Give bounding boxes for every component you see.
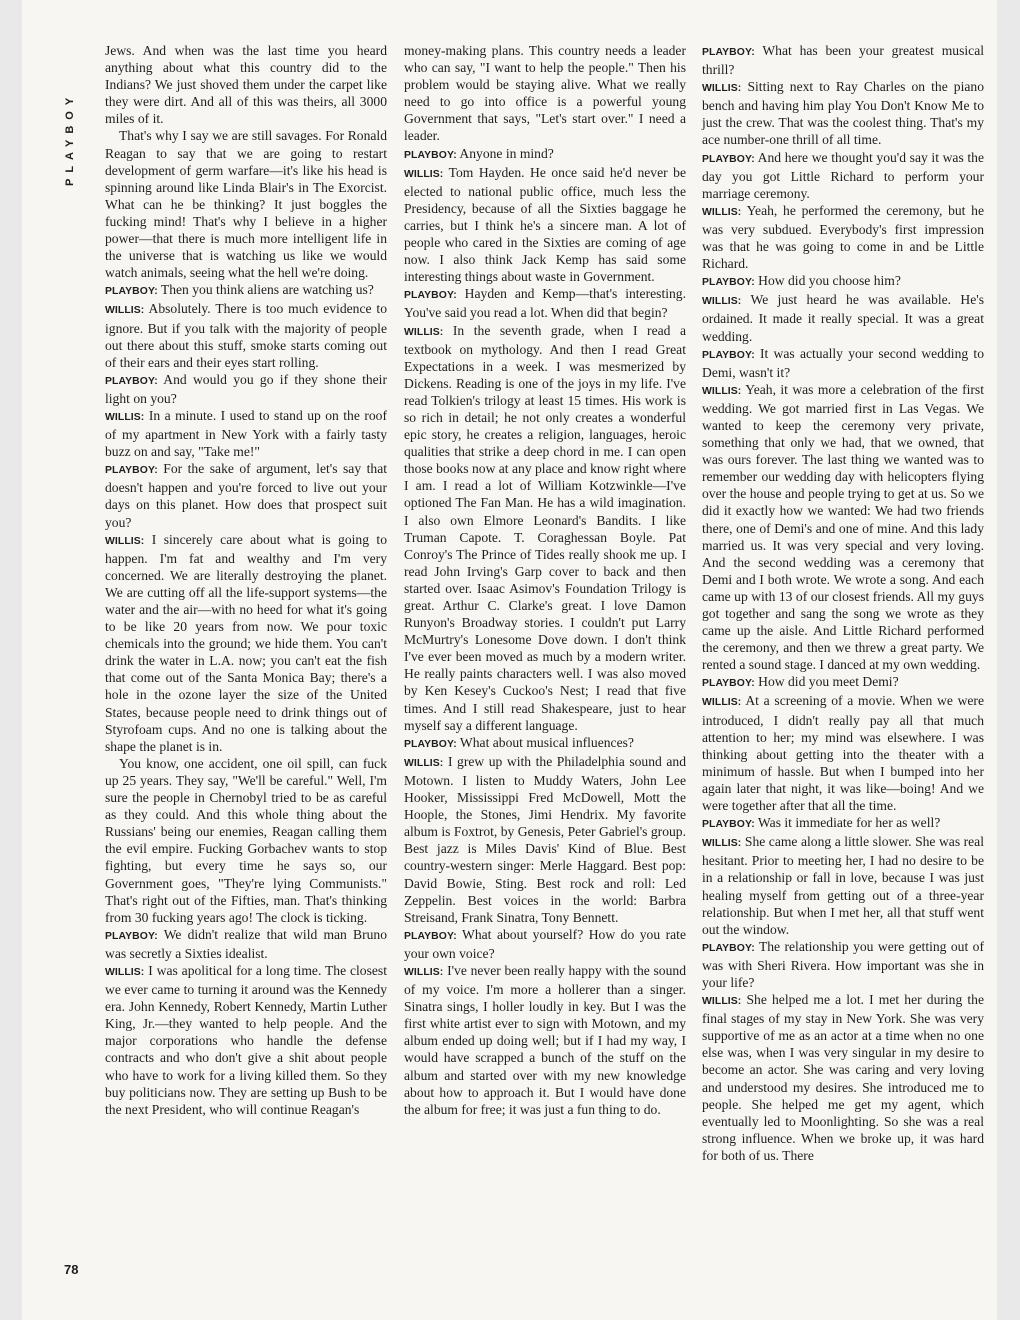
interview-paragraph: [702, 938, 984, 991]
paragraph-text: For the sake of argument, let's say that doesn't happen and you're forced to live out your days on this planet. How does that prospect suit you?: [105, 461, 387, 530]
interview-paragraph: [404, 753, 686, 926]
speaker-label: PLAYBOY:: [702, 819, 755, 831]
paragraph-text: At a screening of a movie. When we were introduced, I didn't really pay all that much attention to her; my mind was elsewhere. I was thinking about getting into the theater with a minimum of hassle. But when I bumped into her again later that night, it was like—boing! And we were together after that all the time.: [702, 693, 984, 814]
paragraph-text: We just heard he was available. He's ordained. It made it really special. It was a great wedding.: [702, 292, 984, 344]
speaker-label: PLAYBOY:: [404, 290, 457, 302]
speaker-label: PLAYBOY:: [404, 149, 457, 161]
brand-text: PLAYBOY: [64, 91, 76, 186]
interview-paragraph: [702, 381, 984, 674]
speaker-label: PLAYBOY:: [105, 465, 158, 477]
speaker-label: PLAYBOY:: [702, 942, 755, 954]
speaker-label: WILLIS:: [105, 966, 145, 978]
paragraph-text: What about yourself? How do you rate your own voice?: [404, 926, 686, 961]
body-paragraph: [105, 127, 387, 281]
paragraph-text: I was apolitical for a long time. The closest we ever came to turning it around was the Kennedy era. John Kennedy, Robert Kennedy, Martin Luther King, Jr.—they wanted to help people. And the major corporations who handle the defense contracts and who don't give a shit about people who have to work for a living killed them. So they buy politicians now. They are setting up Bush to be the next President, who will continue Reagan's: [105, 962, 387, 1117]
paragraph-text: Tom Hayden. He once said he'd never be elected to national public office, much less the Presidency, because of all the Sixties baggage he carries, but I think he's a sincere man. A lot of people who cared in the Sixties are coming of age now. I also think Jack Kemp has said some interesting things about waste in Government.: [404, 164, 686, 285]
speaker-label: PLAYBOY:: [404, 930, 457, 942]
speaker-label: WILLIS:: [105, 411, 145, 423]
speaker-label: PLAYBOY:: [702, 277, 755, 289]
paragraph-text: Yeah, he performed the ceremony, but he was very subdued. Everybody's first impression was that he was going to come in and be Little Richard.: [702, 202, 984, 272]
interview-paragraph: [105, 531, 387, 755]
body-paragraph: [404, 42, 686, 145]
interview-paragraph: [702, 833, 984, 938]
interview-paragraph: [105, 371, 387, 407]
speaker-label: WILLIS:: [702, 697, 742, 709]
paragraph-text: In a minute. I used to stand up on the roof of my apartment in New York with a fairly tasty buzz on and say, "Take me!": [105, 407, 387, 460]
paragraph-text: The relationship you were getting out of was with Sheri Rivera. How important was she in your life?: [702, 938, 984, 990]
speaker-label: PLAYBOY:: [404, 738, 457, 750]
speaker-label: WILLIS:: [702, 296, 742, 308]
interview-paragraph: [105, 300, 387, 370]
paragraph-text: Sitting next to Ray Charles on the piano bench and having him play You Don't Know Me to just the crew. That was the coolest thing. That's my ace number-one thrill of all time.: [702, 79, 984, 148]
interview-paragraph: [105, 926, 387, 962]
interview-paragraph: [702, 692, 984, 814]
paragraph-text: How did you meet Demi?: [758, 674, 899, 690]
paragraph-text: money-making plans. This country needs a leader who can say, "I want to help the people." Then his problem would be staying alive. What we really need to go into office is a powerful young Government that says, "Let's start over." I need a leader.: [404, 43, 686, 144]
paragraph-text: That's why I say we are still savages. For Ronald Reagan to say that we are going to restart development of germ warfare—it's like his head is spinning around like Linda Blair's in The Exorcist. What can he be thinking? It just boggles the fucking mind! That's why I believe in a higher power—that there is much more intelligent life in the universe that is watching us like we would watch animals, seeing what the hell we're doing.: [105, 128, 387, 281]
speaker-label: PLAYBOY:: [702, 678, 755, 690]
interview-paragraph: [702, 673, 984, 692]
interview-paragraph: [404, 145, 686, 164]
paragraph-text: What about musical influences?: [459, 734, 634, 750]
speaker-label: PLAYBOY:: [702, 153, 755, 165]
interview-paragraph: [105, 460, 387, 530]
speaker-label: WILLIS:: [404, 966, 444, 978]
interview-paragraph: [105, 962, 387, 1118]
paragraph-text: Hayden and Kemp—that's interesting. You've said you read a lot. When did that begin?: [404, 286, 686, 321]
speaker-label: WILLIS:: [404, 326, 444, 338]
side-brand-label: [58, 40, 82, 190]
interview-paragraph: [702, 78, 984, 148]
interview-paragraph: [702, 345, 984, 381]
column-1: [105, 42, 387, 1118]
paragraph-text: She came along a little slower. She was real hesitant. Prior to meeting her, I had no desire to be in a relationship or fall in love, because I was just healing myself from getting out of a three-year relationship. But when I met her, all that stuff went out the window.: [702, 834, 984, 937]
paragraph-text: I've never been really happy with the sound of my voice. I'm more a hollerer than a singer. Sinatra sings, I holler loudly in key. But I was the first white artist ever to sign with Motown, and my album ended up doing well; but if I had my way, I would have scrapped a bunch of the stuff on the album and started over with my new knowledge about how to approach it. But I would have done the album for free; it was just a fun thing to do.: [404, 962, 686, 1117]
paragraph-text: Anyone in mind?: [459, 145, 554, 161]
paragraph-text: It was actually your second wedding to Demi, wasn't it?: [702, 345, 984, 380]
page-number: 78: [64, 1262, 79, 1277]
speaker-label: WILLIS:: [702, 206, 742, 218]
interview-paragraph: [702, 149, 984, 202]
body-paragraph: [105, 42, 387, 127]
interview-paragraph: [404, 164, 686, 286]
interview-paragraph: [404, 285, 686, 321]
body-paragraph: [105, 755, 387, 926]
paragraph-text: Then you think aliens are watching us?: [160, 282, 374, 298]
paragraph-text: What has been your greatest musical thrill?: [702, 43, 984, 78]
speaker-label: WILLIS:: [404, 168, 444, 180]
speaker-label: PLAYBOY:: [105, 286, 158, 298]
paragraph-text: We didn't realize that wild man Bruno was secretly a Sixties idealist.: [105, 926, 387, 961]
magazine-page: [22, 0, 997, 1320]
speaker-label: WILLIS:: [404, 757, 444, 769]
speaker-label: PLAYBOY:: [105, 375, 158, 387]
column-3: [702, 42, 984, 1164]
paragraph-text: You know, one accident, one oil spill, can fuck up 25 years. They say, "We'll be careful." Well, I'm sure the people in Chernobyl tried to be as careful as they could. And this whole thing about the Russians' being our enemies, Reagan calling them the evil empire. Fucking Gorbachev wants to stop fighting, but every time he says so, our Government goes, "They're lying Communists." That's right out of the Fifties, man. That's thinking from 30 fucking years ago! The clock is ticking.: [105, 755, 387, 925]
paragraph-text: Absolutely. There is too much evidence to ignore. But if you talk with the majority of people out there about this stuff, smoke starts coming out of their ears and their eyes start rolling.: [105, 301, 387, 370]
interview-paragraph: [702, 991, 984, 1164]
paragraph-text: And would you go if they shone their light on you?: [105, 371, 387, 406]
paragraph-text: How did you choose him?: [758, 273, 901, 289]
paragraph-text: Was it immediate for her as well?: [757, 815, 941, 831]
speaker-label: WILLIS:: [702, 838, 742, 850]
speaker-label: PLAYBOY:: [105, 930, 158, 942]
paragraph-text: I sincerely care about what is going to happen. I'm fat and wealthy and I'm very concerned. We are literally destroying the planet. We are cutting off all the life-support systems—the water and the air—with no heed for what it's going to be like 20 years from now. We pour toxic chemicals into the ground; we hide them. You can't drink the water in L.A. now; you can't eat the fish that come out of the Santa Monica Bay; there's a hole in the ozone layer the size of the United States, because people need to drink things out of Styrofoam cups. And no one is talking about the shape the planet is in.: [105, 531, 387, 754]
paragraph-text: Jews. And when was the last time you heard anything about what this country did to the Indians? We just shoved them under the carpet like they were dirt. And all of this was theirs, all 3000 miles of it.: [105, 43, 387, 127]
speaker-label: WILLIS:: [702, 83, 742, 95]
paragraph-text: In the seventh grade, when I read a textbook on mythology. And then I read Great Expectations in a week. I was mesmerized by Dickens. Reading is one of the joys in my life. I've read Tolkien's trilogy at least 15 times. His work is so rich in detail; he not only creates a wonderful epic story, he creates a religion, languages, heroic qualities that strike a deep chord in me. I can open those books now at any place and know right where I am. I read a lot of William Kotzwinkle—I've optioned The Fan Man. He has a wild imagination. I also own Elmore Leonard's Bandits. I like Truman Capote. T. Coraghessan Boyle. Pat Conroy's The Prince of Tides really shook me up. I read John Irving's Garp cover to back and then started over. Isaac Asimov's Foundation Trilogy is great. Arthur C. Clarke's great. I love Damon Runyon's Broadway stories. I couldn't put Larry McMurtry's Lonesome Dove down. I don't think I've ever been moved as much by a modern writer. He really paints characters well. I was also moved by Ken Kesey's Cuckoo's Nest; I read that five times. And I still read Shakespeare, just to hear myself say a different language.: [404, 322, 686, 733]
speaker-label: PLAYBOY:: [702, 47, 755, 58]
speaker-label: WILLIS:: [105, 305, 145, 317]
interview-paragraph: [404, 926, 686, 962]
paragraph-text: Yeah, it was more a celebration of the first wedding. We got married first in Las Vegas. We wanted to keep the ceremony very private, something that only we had, that we owned, that was ours forever. The last thing we wanted was to remember our wedding day with helicopters flying over the house and people trying to get at us. So we did it exactly how we wanted: We had two friends there, one of Demi's and one of mine. And this lady married us. It was very special and very loving. And the second wedding was a ceremony that Demi and I both wrote. We wrote a song. And each came up with 13 of our closest friends. All my guys got together and sang the song we wrote as they came up the aisle. And Little Richard performed the ceremony, and then we threw a great party. We rented a sound stage. I danced at my own wedding.: [702, 381, 984, 673]
column-2: [404, 42, 686, 1118]
speaker-label: PLAYBOY:: [702, 349, 755, 361]
speaker-label: WILLIS:: [105, 535, 145, 547]
paragraph-text: And here we thought you'd say it was the day you got Little Richard to perform your marriage ceremony.: [702, 149, 984, 201]
speaker-label: WILLIS:: [702, 385, 742, 397]
interview-paragraph: [702, 291, 984, 344]
interview-paragraph: [105, 281, 387, 300]
interview-paragraph: [105, 407, 387, 460]
interview-paragraph: [404, 322, 686, 734]
interview-paragraph: [702, 272, 984, 291]
interview-paragraph: [404, 962, 686, 1118]
paragraph-text: I grew up with the Philadelphia sound and Motown. I listen to Muddy Waters, John Lee Hooker, Mississippi Fred McDowell, Mott the Hoople, the Stones, Jimi Hendrix. My favorite album is Foxtrot, by Genesis, Peter Gabriel's group. Best jazz is Miles Davis' Kind of Blue. Best country-western singer: Merle Haggard. Best pop: David Bowie, Sting. Best rock and roll: Led Zeppelin. Best voices in the world: Barbra Streisand, Frank Sinatra, Tony Bennett.: [404, 753, 686, 925]
interview-paragraph: [702, 814, 984, 833]
interview-paragraph: [702, 42, 984, 78]
speaker-label: WILLIS:: [702, 996, 742, 1008]
interview-paragraph: [702, 202, 984, 272]
paragraph-text: She helped me a lot. I met her during the final stages of my stay in New York. She was very supportive of me as an actor at a time when no one else was, when I was very singular in my desire to become an actor. She was caring and very loving and understood my desires. She introduced me to people. She helped me get my agent, which eventually led to Moonlighting. So she was a real strong influence. When we broke up, it was hard for both of us. There: [702, 992, 984, 1163]
interview-paragraph: [404, 734, 686, 753]
